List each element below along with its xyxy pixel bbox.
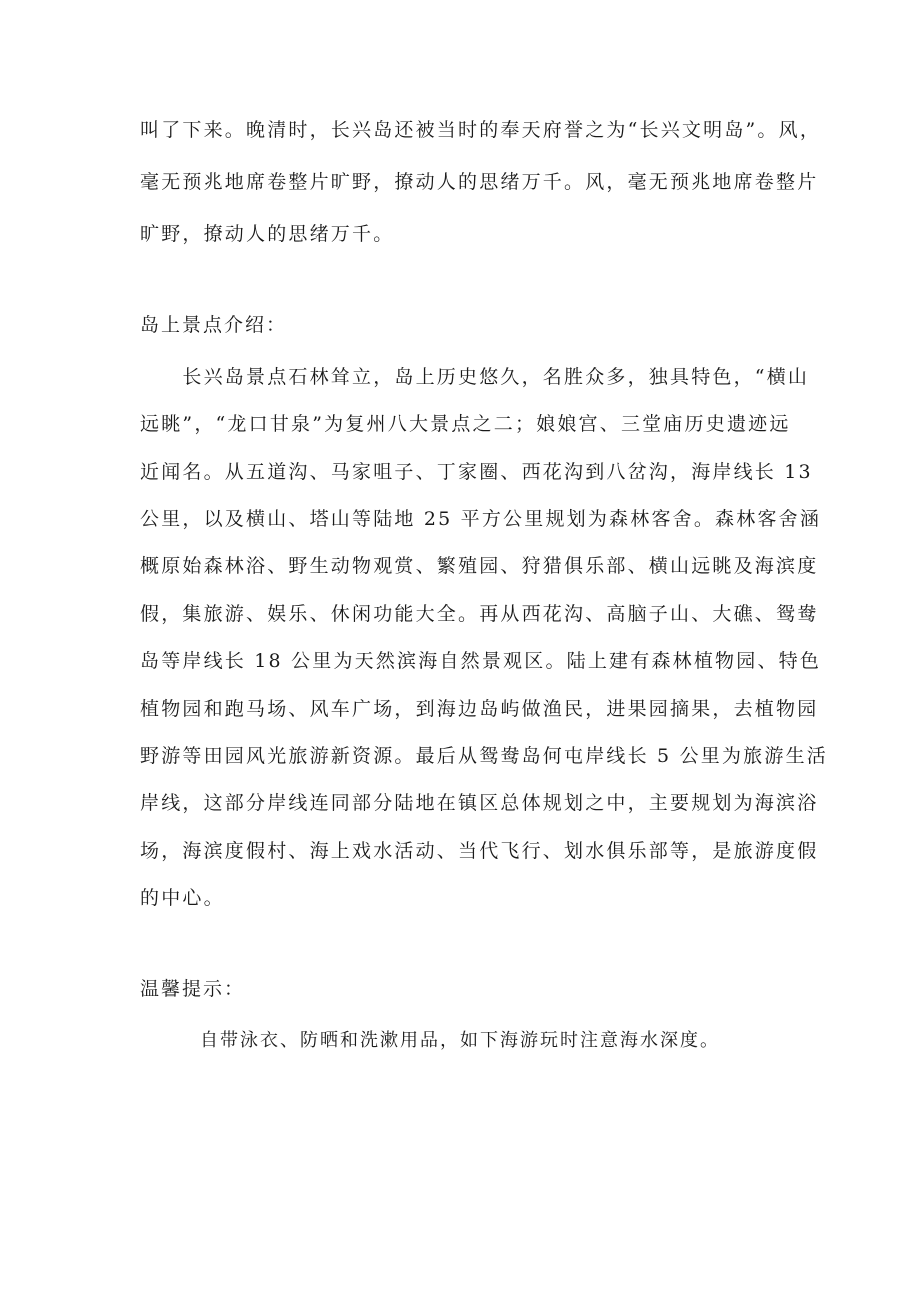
attraction-line-3: 近闻名。从五道沟、马家咀子、丁家圈、西花沟到八岔沟，海岸线长 13 [140,461,813,483]
attraction-line-6: 假，集旅游、娱乐、休闲功能大全。再从西花沟、高脑子山、大礁、鸳鸯 [140,603,819,625]
intro-line-1: 叫了下来。晚清时，长兴岛还被当时的奉天府誉之为“长兴文明岛”。风， [140,119,822,141]
attraction-line-4: 公里，以及横山、塔山等陆地 25 平方公里规划为森林客舍。森林客舍涵 [140,508,822,530]
intro-line-3: 旷野，撩动人的思绪万千。 [140,223,395,245]
attraction-line-2: 远眺”，“龙口甘泉”为复州八大景点之二；娘娘宫、三堂庙历史遗迹远 [140,413,791,435]
tips-heading: 温馨提示： [140,978,246,1000]
attraction-line-12: 的中心。 [140,887,225,909]
tips-body: 自带泳衣、防晒和洗漱用品，如下海游玩时注意海水深度。 [200,1030,720,1051]
intro-line-2: 毫无预兆地席卷整片旷野，撩动人的思绪万千。风，毫无预兆地席卷整片 [140,171,819,193]
attraction-line-10: 岸线，这部分岸线连同部分陆地在镇区总体规划之中，主要规划为海滨浴 [140,792,819,814]
attraction-line-9: 野游等田园风光旅游新资源。最后从鸳鸯岛何屯岸线长 5 公里为旅游生活 [140,745,828,767]
section-heading: 岛上景点介绍： [140,314,288,336]
attraction-line-5: 概原始森林浴、野生动物观赏、繁殖园、狩猎俱乐部、横山远眺及海滨度 [140,555,819,577]
attraction-line-7: 岛等岸线长 18 公里为天然滨海自然景观区。陆上建有森林植物园、特色 [140,650,822,672]
attraction-line-11: 场，海滨度假村、海上戏水活动、当代飞行、划水俱乐部等，是旅游度假 [140,840,819,862]
attraction-line-8: 植物园和跑马场、风车广场，到海边岛屿做渔民，进果园摘果，去植物园 [140,698,819,720]
attraction-line-1: 长兴岛景点石林耸立，岛上历史悠久，名胜众多，独具特色，“横山 [140,366,810,388]
